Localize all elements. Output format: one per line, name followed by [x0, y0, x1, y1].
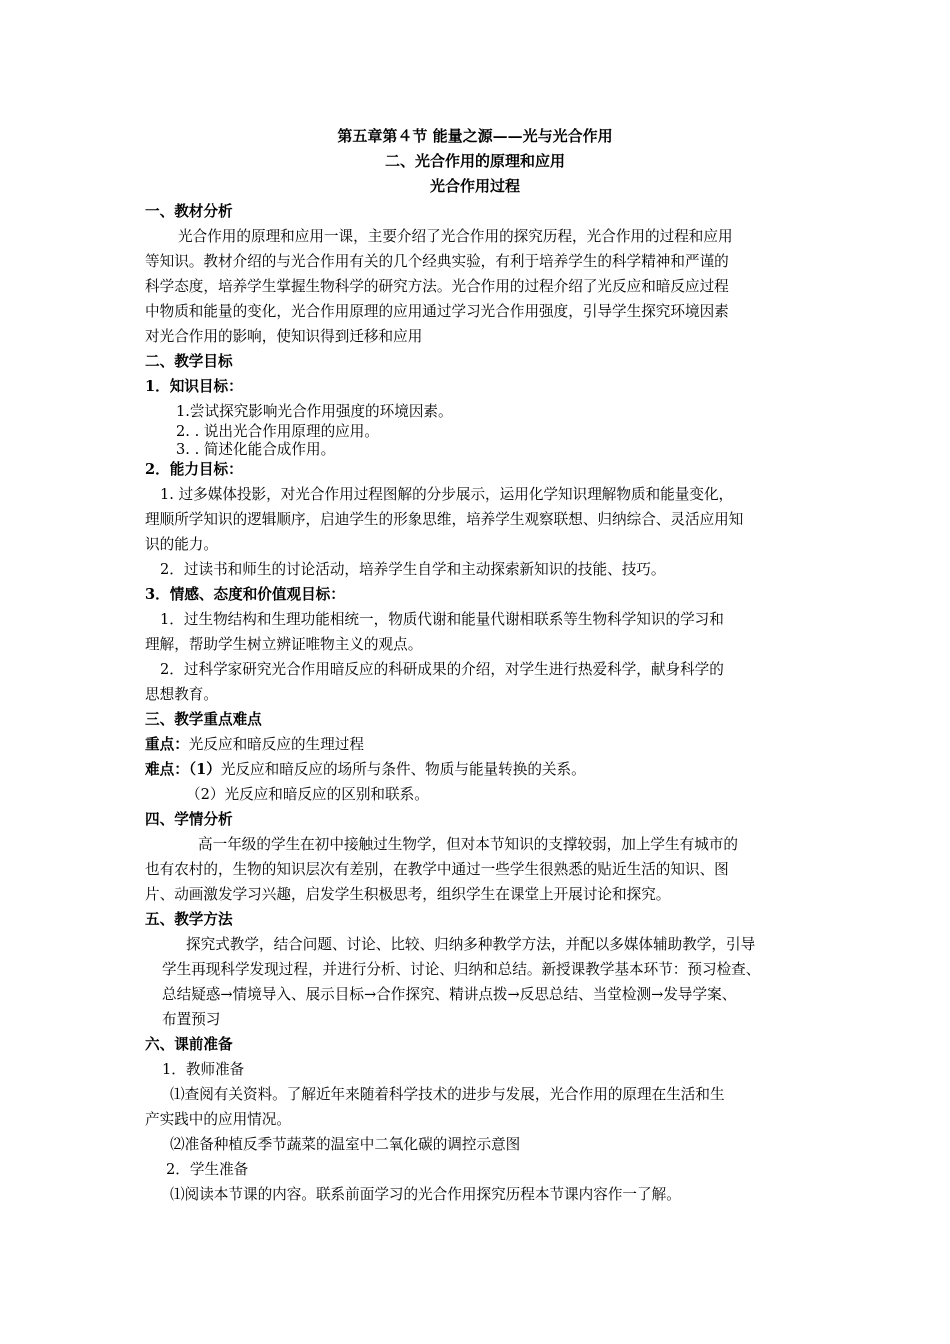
heading-teaching-methods: 五、教学方法: [145, 911, 233, 928]
student-analysis-line: 高一年级的学生在初中接触过生物学，但对本节知识的支撑较弱，加上学生有城市的: [198, 836, 738, 853]
heading-preparation: 六、课前准备: [145, 1036, 233, 1053]
teacher-prep-line: ⑴查阅有关资料。了解近年来随着科学技术的进步与发展，光合作用的原理在生活和生: [170, 1086, 725, 1103]
difficulty-label: 难点：: [145, 761, 189, 778]
analysis-line: 中物质和能量的变化，光合作用原理的应用通过学习光合作用强度，引导学生探究环境因素: [145, 303, 729, 320]
ability-line: 识的能力。: [145, 536, 218, 553]
student-analysis-line: 片、动画激发学习兴趣，启发学生积极思考，组织学生在课堂上开展讨论和探究。: [145, 886, 671, 903]
methods-line: 布置预习: [162, 1011, 221, 1028]
analysis-line: 光合作用的原理和应用一课，主要介绍了光合作用的探究历程，光合作用的过程和应用: [178, 228, 733, 245]
heading-knowledge-goals: 1．知识目标：: [145, 378, 243, 395]
knowledge-item: 3. . 简述化能合成作用。: [176, 441, 336, 458]
ability-line: 1. 过多媒体投影，对光合作用过程图解的分步展示，运用化学知识理解物质和能量变化，: [160, 486, 734, 503]
key-text: 光反应和暗反应的生理过程: [188, 736, 364, 753]
difficulty-text: 光反应和暗反应的场所与条件、物质与能量转换的关系。: [220, 761, 586, 778]
emotion-line: 1．过生物结构和生理功能相统一，物质代谢和能量代谢相联系等生物科学知识的学习和: [160, 611, 724, 628]
heading-key-points: 三、教学重点难点: [145, 711, 262, 728]
student-prep-heading: 2．学生准备: [166, 1161, 249, 1178]
teacher-prep-heading: 1．教师准备: [162, 1061, 245, 1078]
heading-student-analysis: 四、学情分析: [145, 811, 233, 828]
analysis-line: 对光合作用的影响，使知识得到迁移和应用: [145, 328, 423, 345]
teacher-prep-line: ⑵准备种植反季节蔬菜的温室中二氧化碳的调控示意图: [170, 1136, 521, 1153]
analysis-line: 等知识。教材介绍的与光合作用有关的几个经典实验，有利于培养学生的科学精神和严谨的: [145, 253, 729, 270]
methods-line: 总结疑惑→情境导入、展示目标→合作探究、精讲点拨→反思总结、当堂检测→发导学案、: [162, 986, 737, 1003]
key-point-line: [145, 735, 364, 755]
analysis-line: 科学态度，培养学生掌握生物科学的研究方法。光合作用的过程介绍了光反应和暗反应过程: [145, 278, 729, 295]
difficulty-line-2: （2）光反应和暗反应的区别和联系。: [186, 786, 429, 803]
heading-teaching-goals: 二、教学目标: [145, 353, 233, 370]
emotion-line: 理解，帮助学生树立辨证唯物主义的观点。: [145, 636, 423, 653]
ability-line: 理顺所学知识的逻辑顺序，启迪学生的形象思维，培养学生观察联想、归纳综合、灵活应用知: [145, 511, 744, 528]
chapter-title: 第五章第４节 能量之源——光与光合作用: [337, 127, 613, 145]
key-label: 重点：: [145, 736, 189, 753]
emotion-line: 2．过科学家研究光合作用暗反应的科研成果的介绍，对学生进行热爱科学，献身科学的: [160, 661, 724, 678]
ability-line: 2．过读书和师生的讨论活动，培养学生自学和主动探索新知识的技能、技巧。: [160, 561, 666, 578]
lesson-title: 光合作用过程: [429, 177, 520, 195]
heading-ability-goals: 2．能力目标：: [145, 461, 243, 478]
difficulty-line: [145, 760, 586, 780]
teacher-prep-line: 产实践中的应用情况。: [145, 1111, 291, 1128]
knowledge-item: 1.尝试探究影响光合作用强度的环境因素。: [176, 403, 453, 420]
difficulty-number: （1）: [188, 761, 221, 778]
methods-line: 学生再现科学发现过程，并进行分析、讨论、归纳和总结。新授课教学基本环节：预习检查、: [162, 961, 761, 978]
section-title: 二、光合作用的原理和应用: [384, 152, 565, 170]
heading-textbook-analysis: 一、教材分析: [145, 203, 233, 220]
student-prep-line: ⑴阅读本节课的内容。联系前面学习的光合作用探究历程本节课内容作一了解。: [170, 1186, 681, 1203]
methods-line: 探究式教学，结合问题、讨论、比较、归纳多种教学方法，并配以多媒体辅助教学，引导: [186, 936, 756, 953]
knowledge-item: 2. . 说出光合作用原理的应用。: [176, 423, 379, 440]
emotion-line: 思想教育。: [145, 686, 218, 703]
heading-emotion-goals: 3．情感、态度和价值观目标：: [145, 586, 345, 603]
student-analysis-line: 也有农村的，生物的知识层次有差别，在教学中通过一些学生很熟悉的贴近生活的知识、图: [145, 861, 729, 878]
